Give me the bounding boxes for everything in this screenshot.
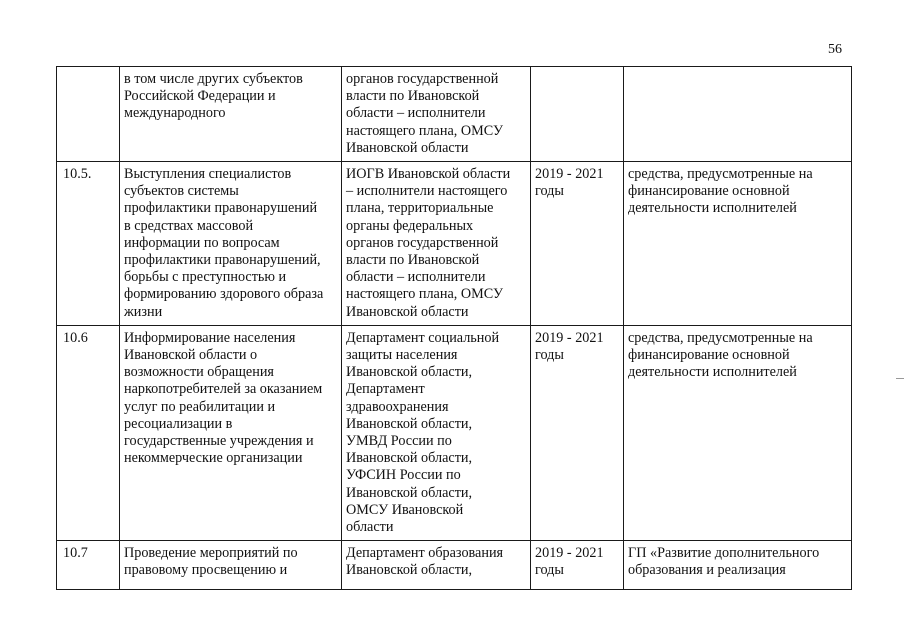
- page-number: 56: [828, 42, 842, 57]
- funding-cell: ГП «Развитие дополнительного образования и реализация: [624, 541, 852, 590]
- item-number-cell: 10.7: [57, 541, 120, 590]
- table-row: [57, 325, 852, 540]
- executors-cell: ИОГВ Ивановской области – исполнители настоящего плана, территориальные органы федеральных органов государственной власти по Ивановской области – исполнители настоящего плана, ОМСУ Ивановской области: [342, 162, 531, 326]
- funding-cell: средства, предусмотренные на финансирование основной деятельности исполнителей: [624, 325, 852, 540]
- scan-mark: [896, 378, 904, 379]
- activity-cell: Выступления специалистов субъектов системы профилактики правонарушений в средствах массовой информации по вопросам профилактики правонарушений, борьбы с преступностью и формированию здорового образа жизни: [120, 162, 342, 326]
- activity-cell: Информирование населения Ивановской области о возможности обращения наркопотребителей за оказанием услуг по реабилитации и ресоциализации в государственные учреждения и некоммерческие организации: [120, 325, 342, 540]
- period-cell: 2019 - 2021 годы: [531, 162, 624, 326]
- funding-cell: [624, 67, 852, 162]
- activity-cell: Проведение мероприятий по правовому просвещению и: [120, 541, 342, 590]
- period-cell: [531, 67, 624, 162]
- table-row: [57, 541, 852, 590]
- plan-table: [56, 66, 852, 590]
- table-row: [57, 67, 852, 162]
- funding-cell: средства, предусмотренные на финансирование основной деятельности исполнителей: [624, 162, 852, 326]
- executors-cell: Департамент социальной защиты населения Ивановской области, Департамент здравоохранения Ивановской области, УМВД России по Ивановской области, УФСИН России по Ивановской области, ОМСУ Ивановской области: [342, 325, 531, 540]
- executors-cell: Департамент образования Ивановской области,: [342, 541, 531, 590]
- item-number-cell: 10.6: [57, 325, 120, 540]
- item-number-cell: 10.5.: [57, 162, 120, 326]
- executors-cell: органов государственной власти по Ивановской области – исполнители настоящего плана, ОМСУ Ивановской области: [342, 67, 531, 162]
- item-number-cell: [57, 67, 120, 162]
- period-cell: 2019 - 2021 годы: [531, 325, 624, 540]
- table-row: [57, 162, 852, 326]
- period-cell: 2019 - 2021 годы: [531, 541, 624, 590]
- activity-cell: в том числе других субъектов Российской Федерации и международного: [120, 67, 342, 162]
